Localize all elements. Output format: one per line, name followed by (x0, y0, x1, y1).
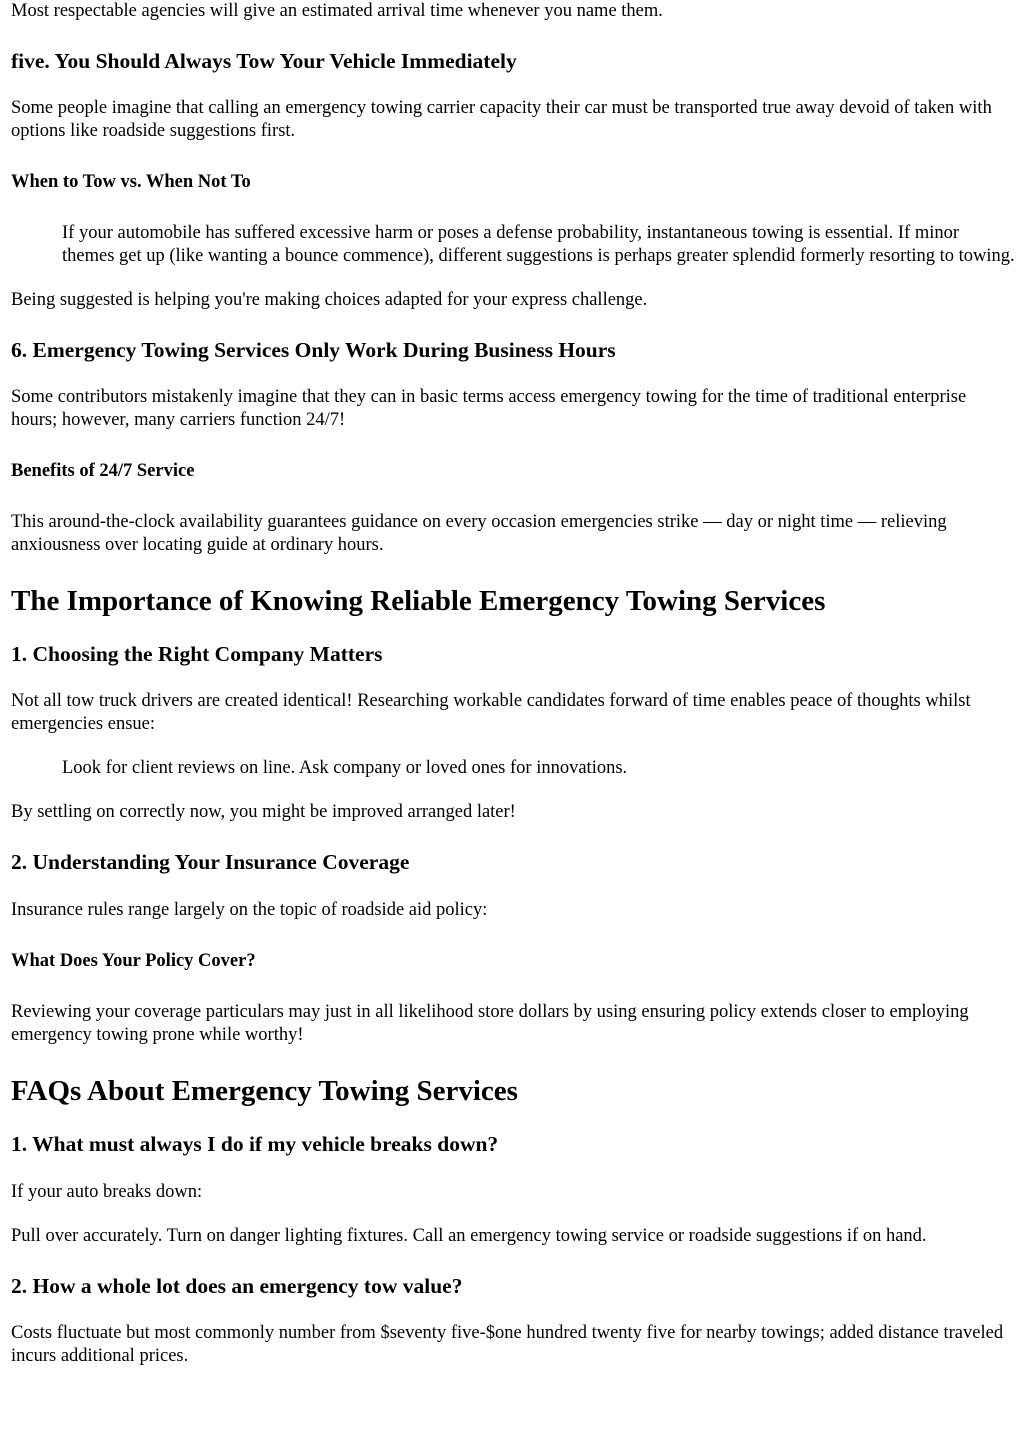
paragraph-faq-breakdown-steps: Pull over accurately. Turn on danger lighting fixtures. Call an emergency towing service or roadside suggestions if on hand. (11, 1226, 927, 1246)
paragraph-benefits-24-7: This around-the-clock availability guarantees guidance on every occasion emergencies strike — day or night time — relieving anxiousness over locating guide at ordinary hours. (11, 512, 947, 555)
blockquote-look-for-reviews: Look for client reviews on line. Ask company or loved ones for innovations. (62, 758, 628, 778)
heading-when-to-tow: When to Tow vs. When Not To (11, 172, 251, 192)
paragraph-insurance: Insurance rules range largely on the topic of roadside aid policy: (11, 900, 488, 920)
paragraph-policy-cover: Reviewing your coverage particulars may just in all likelihood store dollars by using ensuring policy extends closer to employing emergency towing prone while worthy! (11, 1002, 969, 1045)
paragraph-faq-cost: Costs fluctuate but most commonly number from $seventy five-$one hundred twenty five for nearby towings; added distance traveled incurs additional prices. (11, 1323, 1004, 1366)
heading-myth-five: five. You Should Always Tow Your Vehicle Immediately (11, 49, 517, 73)
heading-myth-six: 6. Emergency Towing Services Only Work During Business Hours (11, 338, 616, 362)
paragraph-choosing-company: Not all tow truck drivers are created identical! Researching workable candidates forward of time enables peace of thoughts whilst emergencies ensue: (11, 691, 971, 734)
heading-faq-cost: 2. How a whole lot does an emergency tow value? (11, 1274, 463, 1298)
article-body (11, 0, 1015, 1368)
heading-policy-cover: What Does Your Policy Cover? (11, 951, 256, 971)
paragraph-myth-five: Some people imagine that calling an emergency towing carrier capacity their car must be transported true away devoid of taken with options like roadside suggestions first. (11, 98, 992, 141)
heading-choosing-company: 1. Choosing the Right Company Matters (11, 642, 383, 666)
heading-faqs: FAQs About Emergency Towing Services (11, 1075, 518, 1107)
heading-importance: The Importance of Knowing Reliable Emergency Towing Services (11, 585, 826, 617)
paragraph-intro: Most respectable agencies will give an estimated arrival time whenever you name them. (11, 1, 663, 21)
paragraph-settling: By settling on correctly now, you might be improved arranged later! (11, 802, 516, 822)
paragraph-faq-breakdown-intro: If your auto breaks down: (11, 1182, 203, 1202)
heading-faq-breakdown: 1. What must always I do if my vehicle breaks down? (11, 1132, 499, 1156)
heading-insurance: 2. Understanding Your Insurance Coverage (11, 850, 410, 874)
heading-benefits-24-7: Benefits of 24/7 Service (11, 461, 195, 481)
paragraph-myth-six: Some contributors mistakenly imagine that they can in basic terms access emergency towing for the time of traditional enterprise hours; however, many carriers function 24/7! (11, 387, 967, 430)
paragraph-being-suggested: Being suggested is helping you're making choices adapted for your express challenge. (11, 290, 648, 310)
blockquote-when-to-tow: If your automobile has suffered excessive harm or poses a defense probability, instantaneous towing is essential. If minor themes get up (like wanting a bounce commence), different suggestions is perhaps greater splendid formerly resorting to towing. (62, 223, 1015, 266)
